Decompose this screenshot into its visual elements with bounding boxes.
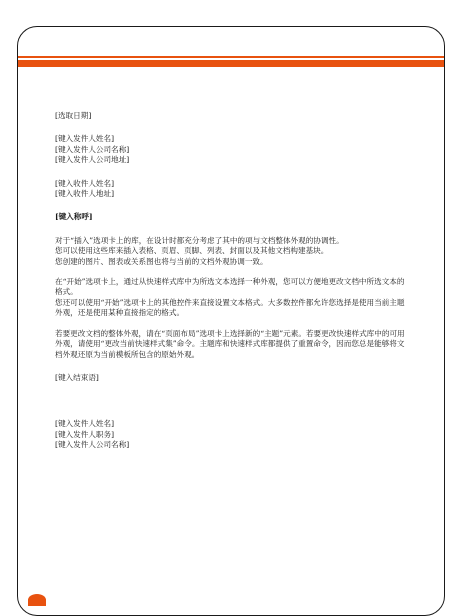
recipient-name[interactable]: [键入收件人姓名]	[55, 178, 115, 188]
body-line[interactable]: 您可以使用这些库来插入表格、页眉、页脚、列表、封面以及其他文档构建基块。	[55, 246, 329, 256]
sender-company[interactable]: [键入发件人公司名称]	[55, 144, 130, 154]
footer-accent-mark	[28, 594, 46, 606]
header-accent-line	[18, 56, 444, 58]
recipient-address[interactable]: [键入收件人地址]	[55, 189, 115, 199]
body-line[interactable]: 在“开始”选项卡上，通过从快速样式库中为所选文本选择一种外观，您可以方便地更改文档中所选文本的格式。	[55, 277, 405, 297]
sender-block	[55, 134, 411, 165]
body-line[interactable]: 您创建的图片、图表或关系图也将与当前的文档外观协调一致。	[55, 256, 268, 266]
body-paragraph-2	[55, 277, 411, 319]
salutation[interactable]: [键入称呼]	[55, 212, 93, 222]
signature-name[interactable]: [键入发件人姓名]	[55, 419, 115, 429]
sender-name[interactable]: [键入发件人姓名]	[55, 134, 115, 144]
signature-title[interactable]: [键入发件人职务]	[55, 429, 115, 439]
body-line[interactable]: 您还可以使用“开始”选项卡上的其他控件来直接设置文本格式。大多数控件都允许您选择是使用当前主题外观，还是使用某种直接指定的格式。	[55, 297, 405, 318]
closing[interactable]: [键入结束语]	[55, 372, 99, 382]
body-line[interactable]: 对于“插入”选项卡上的库，在设计时都充分考虑了其中的项与文档整体外观的协调性。	[55, 235, 344, 245]
recipient-block	[55, 179, 411, 200]
date-placeholder[interactable]: [选取日期]	[55, 111, 92, 120]
body-paragraph-3	[55, 329, 411, 360]
header-accent-band	[18, 60, 444, 67]
body-line[interactable]: 若要更改文档的整体外观，请在“页面布局”选项卡上选择新的“主题”元素。若要更改快速样式库中的可用外观，请使用“更改当前快速样式集”命令。主题库和快速样式库都提供了重置命令，因而您总是能够将文档外观还原为当前模板所包含的原始外观。	[55, 328, 405, 359]
signature-block	[55, 419, 411, 450]
signature-company[interactable]: [键入发件人公司名称]	[55, 440, 130, 450]
sender-address[interactable]: [键入发件人公司地址]	[55, 155, 130, 165]
body-paragraph-1	[55, 236, 411, 267]
letter-body	[55, 111, 411, 451]
